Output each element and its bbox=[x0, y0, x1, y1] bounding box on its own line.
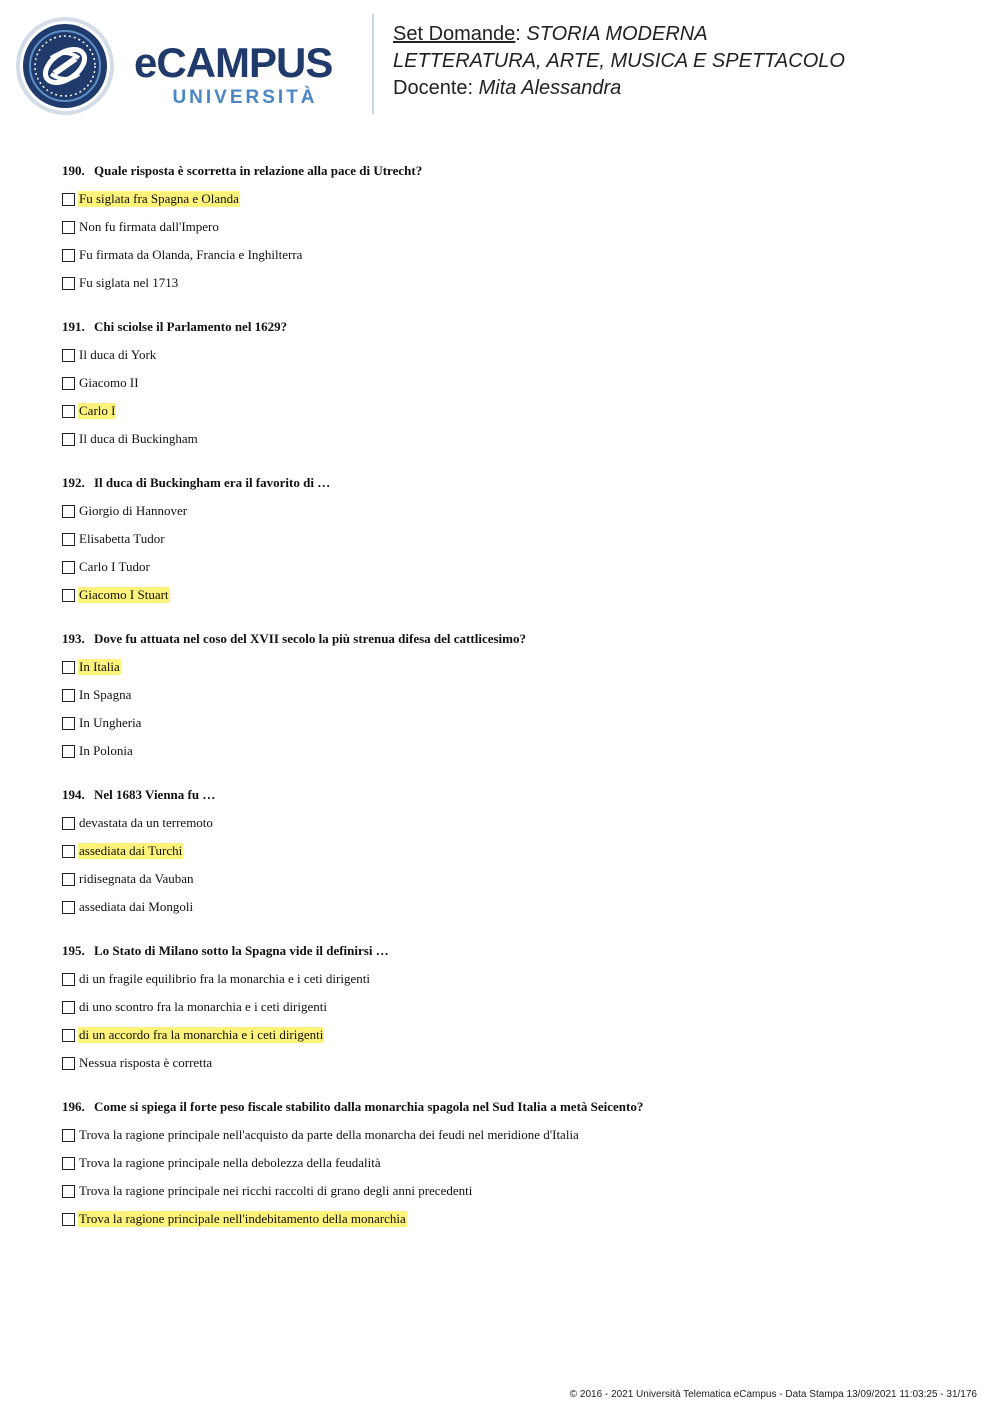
answer-checkbox-icon[interactable] bbox=[62, 689, 75, 702]
answer-option[interactable] bbox=[62, 970, 962, 988]
question-title bbox=[62, 630, 962, 648]
answer-option[interactable] bbox=[62, 870, 962, 888]
question-title bbox=[62, 942, 962, 960]
answer-text-highlighted: Giacomo I Stuart bbox=[79, 587, 169, 602]
answer-option[interactable] bbox=[62, 742, 962, 760]
answer-text: Il duca di Buckingham bbox=[79, 431, 198, 446]
answer-checkbox-icon[interactable] bbox=[62, 745, 75, 758]
answer-text-highlighted: In Italia bbox=[79, 659, 120, 674]
answer-checkbox-icon[interactable] bbox=[62, 717, 75, 730]
answer-text: di un fragile equilibrio fra la monarchia e i ceti dirigenti bbox=[79, 971, 370, 986]
question-number: 190. bbox=[62, 163, 85, 178]
answer-text-highlighted: Trova la ragione principale nell'indebitamento della monarchia bbox=[79, 1211, 406, 1226]
question-number: 195. bbox=[62, 943, 85, 958]
question-title bbox=[62, 162, 962, 180]
question-text: Dove fu attuata nel coso del XVII secolo la più strenua difesa del cattlicesimo? bbox=[94, 631, 526, 646]
brand-subtitle: UNIVERSITÀ bbox=[172, 87, 318, 108]
answer-option[interactable] bbox=[62, 898, 962, 916]
answer-text: devastata da un terremoto bbox=[79, 815, 213, 830]
page-footer: © 2016 - 2021 Università Telematica eCampus - Data Stampa 13/09/2021 11:03:25 - 31/176 bbox=[569, 1389, 977, 1400]
subject-line: LETTERATURA, ARTE, MUSICA E SPETTACOLO bbox=[393, 50, 845, 72]
question-block bbox=[62, 786, 962, 916]
question-text: Chi sciolse il Parlamento nel 1629? bbox=[94, 319, 288, 334]
question-title bbox=[62, 318, 962, 336]
header-divider bbox=[372, 14, 374, 114]
answer-text: Fu firmata da Olanda, Francia e Inghilterra bbox=[79, 247, 303, 262]
question-block bbox=[62, 1098, 962, 1228]
answer-text-highlighted: Fu siglata fra Spagna e Olanda bbox=[79, 191, 239, 206]
answer-checkbox-icon[interactable] bbox=[62, 249, 75, 262]
answer-text: Trova la ragione principale nell'acquisto da parte della monarcha dei feudi nel meridione d'Italia bbox=[79, 1127, 579, 1142]
answer-text: Trova la ragione principale nei ricchi raccolti di grano degli anni precedenti bbox=[79, 1183, 473, 1198]
answer-checkbox-icon[interactable] bbox=[62, 193, 75, 206]
question-block bbox=[62, 318, 962, 448]
question-list bbox=[62, 162, 962, 1254]
answer-option[interactable] bbox=[62, 998, 962, 1016]
answer-text: assediata dai Mongoli bbox=[79, 899, 194, 914]
answer-option[interactable] bbox=[62, 658, 962, 676]
answer-checkbox-icon[interactable] bbox=[62, 433, 75, 446]
answer-option[interactable] bbox=[62, 1210, 962, 1228]
answer-option[interactable] bbox=[62, 814, 962, 832]
question-text: Come si spiega il forte peso fiscale stabilito dalla monarchia spagola nel Sud Italia a metà Seicento? bbox=[94, 1099, 644, 1114]
answer-text-highlighted: assediata dai Turchi bbox=[79, 843, 183, 858]
answer-checkbox-icon[interactable] bbox=[62, 533, 75, 546]
answer-text: Giacomo II bbox=[79, 375, 139, 390]
question-block bbox=[62, 942, 962, 1072]
answer-text: ridisegnata da Vauban bbox=[79, 871, 194, 886]
answer-checkbox-icon[interactable] bbox=[62, 349, 75, 362]
answer-text: Carlo I Tudor bbox=[79, 559, 150, 574]
answer-checkbox-icon[interactable] bbox=[62, 1029, 75, 1042]
answer-checkbox-icon[interactable] bbox=[62, 1185, 75, 1198]
question-number: 196. bbox=[62, 1099, 85, 1114]
answer-option[interactable] bbox=[62, 1126, 962, 1144]
answer-checkbox-icon[interactable] bbox=[62, 661, 75, 674]
answer-option[interactable] bbox=[62, 374, 962, 392]
answer-text: Elisabetta Tudor bbox=[79, 531, 165, 546]
ecampus-wordmark bbox=[134, 40, 356, 112]
answer-text: Il duca di York bbox=[79, 347, 157, 362]
answer-checkbox-icon[interactable] bbox=[62, 1129, 75, 1142]
answer-option[interactable] bbox=[62, 1154, 962, 1172]
answer-checkbox-icon[interactable] bbox=[62, 845, 75, 858]
teacher-row bbox=[393, 75, 845, 102]
question-text: Quale risposta è scorretta in relazione alla pace di Utrecht? bbox=[94, 163, 423, 178]
question-block bbox=[62, 474, 962, 604]
answer-option[interactable] bbox=[62, 502, 962, 520]
answer-option[interactable] bbox=[62, 218, 962, 236]
set-row: Set Domande: STORIA MODERNA bbox=[393, 23, 708, 45]
answer-text: Trova la ragione principale nella debolezza della feudalità bbox=[79, 1155, 381, 1170]
answer-option[interactable] bbox=[62, 430, 962, 448]
brand-name: eCAMPUS bbox=[134, 39, 333, 86]
answer-option[interactable] bbox=[62, 686, 962, 704]
answer-option[interactable] bbox=[62, 1054, 962, 1072]
set-label: Set Domande bbox=[393, 23, 516, 45]
question-title bbox=[62, 1098, 962, 1116]
answer-checkbox-icon[interactable] bbox=[62, 901, 75, 914]
answer-text: Nessua risposta è corretta bbox=[79, 1055, 213, 1070]
question-number: 194. bbox=[62, 787, 85, 802]
set-value: STORIA MODERNA bbox=[526, 23, 708, 45]
question-text: Nel 1683 Vienna fu … bbox=[94, 787, 216, 802]
question-text: Il duca di Buckingham era il favorito di … bbox=[94, 475, 331, 490]
question-number: 192. bbox=[62, 475, 85, 490]
question-block bbox=[62, 162, 962, 292]
answer-text: In Ungheria bbox=[79, 715, 142, 730]
answer-option[interactable] bbox=[62, 274, 962, 292]
teacher-value: Mita Alessandra bbox=[478, 77, 622, 99]
answer-option[interactable] bbox=[62, 842, 962, 860]
answer-checkbox-icon[interactable] bbox=[62, 1213, 75, 1226]
ecampus-seal-logo-icon bbox=[15, 16, 115, 116]
answer-option[interactable] bbox=[62, 530, 962, 548]
teacher-label: Docente: bbox=[393, 77, 474, 99]
question-number: 193. bbox=[62, 631, 85, 646]
question-block bbox=[62, 630, 962, 760]
answer-option[interactable] bbox=[62, 402, 962, 420]
answer-option[interactable] bbox=[62, 246, 962, 264]
question-text: Lo Stato di Milano sotto la Spagna vide il definirsi … bbox=[94, 943, 389, 958]
page-header bbox=[0, 0, 1000, 130]
answer-text: In Polonia bbox=[79, 743, 133, 758]
answer-checkbox-icon[interactable] bbox=[62, 873, 75, 886]
answer-checkbox-icon[interactable] bbox=[62, 505, 75, 518]
answer-option[interactable] bbox=[62, 346, 962, 364]
answer-checkbox-icon[interactable] bbox=[62, 817, 75, 830]
answer-checkbox-icon[interactable] bbox=[62, 1001, 75, 1014]
answer-option[interactable] bbox=[62, 1182, 962, 1200]
answer-option[interactable] bbox=[62, 558, 962, 576]
answer-text-highlighted: Carlo I bbox=[79, 403, 116, 418]
answer-option[interactable] bbox=[62, 714, 962, 732]
answer-checkbox-icon[interactable] bbox=[62, 589, 75, 602]
answer-text: Non fu firmata dall'Impero bbox=[79, 219, 219, 234]
question-title bbox=[62, 474, 962, 492]
question-title bbox=[62, 786, 962, 804]
answer-option[interactable] bbox=[62, 586, 962, 604]
answer-option[interactable] bbox=[62, 1026, 962, 1044]
answer-checkbox-icon[interactable] bbox=[62, 405, 75, 418]
answer-checkbox-icon[interactable] bbox=[62, 561, 75, 574]
answer-text: Fu siglata nel 1713 bbox=[79, 275, 179, 290]
question-number: 191. bbox=[62, 319, 85, 334]
set-info bbox=[393, 21, 845, 102]
answer-text-highlighted: di un accordo fra la monarchia e i ceti dirigenti bbox=[79, 1027, 324, 1042]
answer-text: In Spagna bbox=[79, 687, 132, 702]
answer-checkbox-icon[interactable] bbox=[62, 1057, 75, 1070]
answer-text: Giorgio di Hannover bbox=[79, 503, 188, 518]
answer-checkbox-icon[interactable] bbox=[62, 973, 75, 986]
answer-checkbox-icon[interactable] bbox=[62, 277, 75, 290]
answer-checkbox-icon[interactable] bbox=[62, 221, 75, 234]
answer-option[interactable] bbox=[62, 190, 962, 208]
answer-checkbox-icon[interactable] bbox=[62, 377, 75, 390]
answer-checkbox-icon[interactable] bbox=[62, 1157, 75, 1170]
answer-text: di uno scontro fra la monarchia e i ceti dirigenti bbox=[79, 999, 327, 1014]
